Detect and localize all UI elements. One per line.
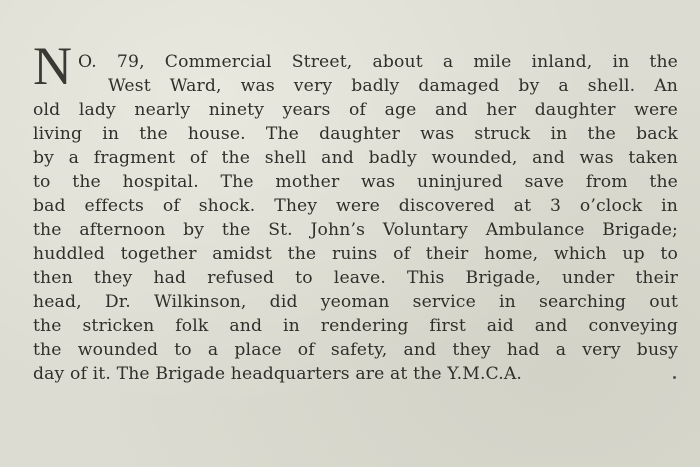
ink-speck [673,376,676,379]
text-line-7: bad effects of shock. They were discovered at 3 o’clock in [33,196,678,216]
text-line-14: day of it. The Brigade headquarters are at the Y.M.C.A. [33,364,523,384]
drop-cap: N [33,36,72,96]
text-line-1: O. 79, Commercial Street, about a mile inland, in the [78,52,678,72]
text-line-8: the afternoon by the St. John’s Voluntary Ambulance Brigade; [33,220,678,240]
text-line-6: to the hospital. The mother was uninjured save from the [33,172,678,192]
text-line-12: the stricken folk and in rendering first aid and conveying [33,316,678,336]
text-line-5: by a fragment of the shell and badly wounded, and was taken [33,148,678,168]
text-line-4: living in the house. The daughter was struck in the back [33,124,678,144]
text-line-3: old lady nearly ninety years of age and her daughter were [33,100,678,120]
text-line-11: head, Dr. Wilkinson, did yeoman service in searching out [33,292,678,312]
text-line-10: then they had refused to leave. This Brigade, under their [33,268,678,288]
text-line-2: West Ward, was very badly damaged by a shell. An [108,76,678,96]
text-line-9: huddled together amidst the ruins of their home, which up to [33,244,678,264]
text-line-13: the wounded to a place of safety, and they had a very busy [33,340,678,360]
